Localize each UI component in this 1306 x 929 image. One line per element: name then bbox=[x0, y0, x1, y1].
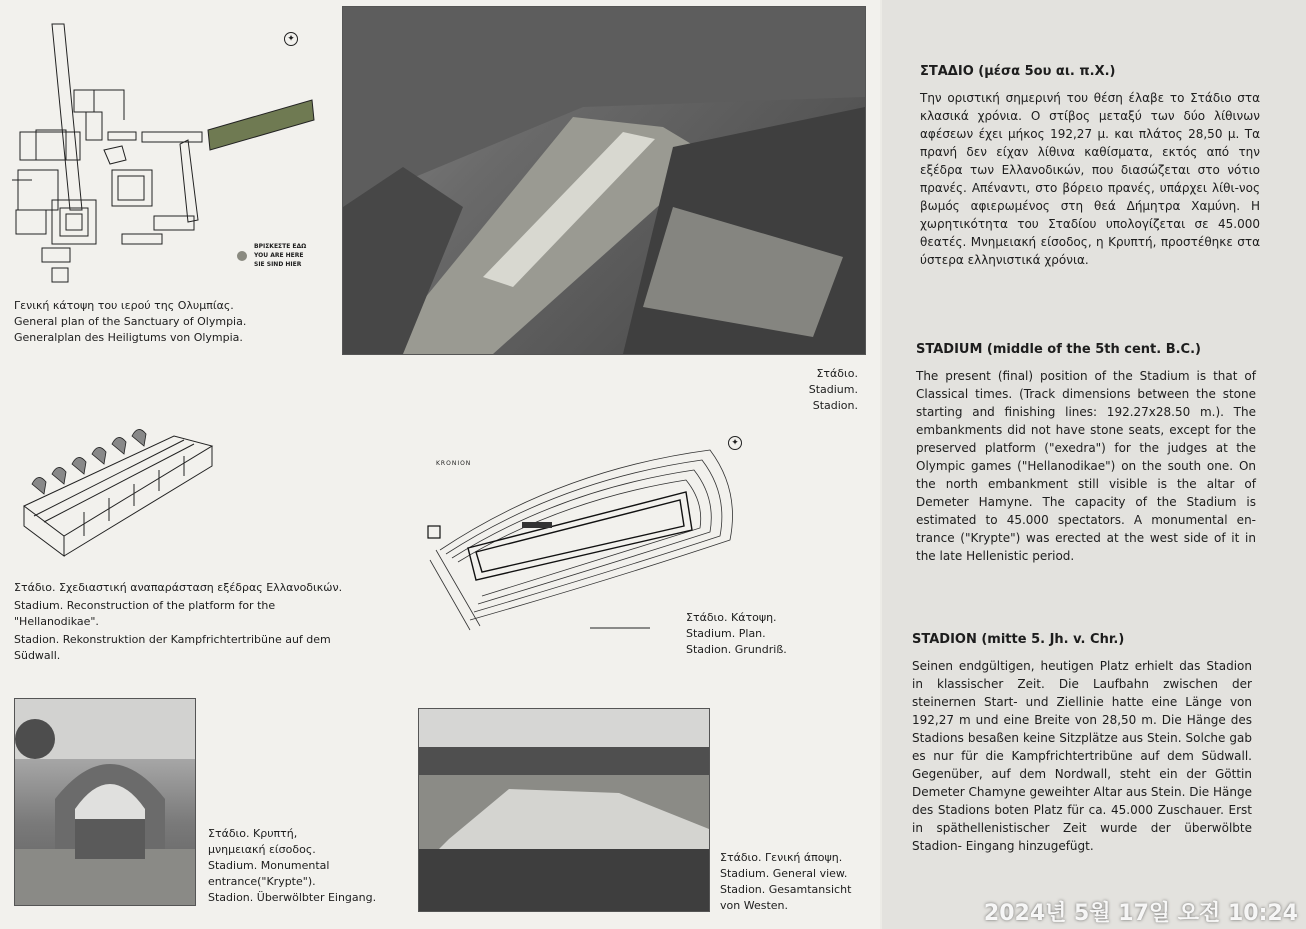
greek-text-block bbox=[920, 64, 1260, 269]
platform-caption bbox=[14, 580, 342, 664]
german-text-body: Seinen endgültigen, heutigen Platz erhielt das Stadion in klassischer Zeit. Die Laufbahn zwischen der steinernen Start- und Ziellinie hatte eine Länge von 192,27 m und eine Breite von 28,50 m. Die Hänge des Stadions besaßen keine Sitzplätze aus Stein. Solche gab es nur für die Kampfrichtertribüne auf dem Südwall. Gegenüber, auf dem Nordwall, steht ein der Göttin Demeter Chamyne geweihter Altar aus Stein. Die Hänge des Stadions boten Platz für ca. 45.000 Zuschauer. Erst in späthellenistischer Zeit wurde der überwölbte Stadion- Eingang hinzugefügt. bbox=[912, 659, 1252, 853]
platform-caption-greek: Στάδιο. Σχεδιαστική αναπαράσταση εξέδρας Ελλανοδικών. bbox=[14, 581, 343, 594]
stadium-plan-caption-german: Stadion. Grundriß. bbox=[686, 643, 787, 656]
you-are-here-greek: ΒΡΙΣΚΕΣΤΕ ΕΔΩ bbox=[254, 243, 307, 250]
krypte-caption-english-1: Stadium. Monumental bbox=[208, 859, 330, 872]
general-view-caption-german-1: Stadion. Gesamtansicht bbox=[720, 883, 852, 896]
krypte-caption-german: Stadion. Überwölbter Eingang. bbox=[208, 891, 377, 904]
platform-caption-german-1: Stadion. Rekonstruktion der Kampfrichtertribüne auf dem bbox=[14, 633, 331, 646]
north-arrow-icon: ✦ bbox=[284, 32, 298, 46]
aerial-caption bbox=[800, 366, 858, 414]
you-are-here-german: SIE SIND HIER bbox=[254, 261, 302, 268]
plan-caption-german: Generalplan des Heiligtums von Olympia. bbox=[14, 331, 243, 344]
general-view-caption bbox=[720, 850, 851, 914]
krypte-entrance-photo bbox=[14, 698, 196, 906]
general-view-caption-greek: Στάδιο. Γενική άποψη. bbox=[720, 851, 843, 864]
plan-caption-english: General plan of the Sanctuary of Olympia. bbox=[14, 315, 247, 328]
german-text-block bbox=[912, 632, 1252, 855]
you-are-here-dot bbox=[237, 251, 247, 261]
english-text-body: The present (final) position of the Stadium is that of Classical times. (Track dimensions between the stone starting and finishing lines: 192.27x28.50 m.). The embankments did not have stone seats, except for the preserved platform ("exedra") for the judges at the Olympic games ("Hellanodikae") on the south one. On the north embankment still visible is the altar of Demeter Hamyne. The capacity of the Stadium is estimated to 45.000 spectators. A monumental en-trance ("Krypte") was erected at the west side of it in the late Hellenistic period. bbox=[916, 369, 1256, 563]
general-view-caption-german-2: von Westen. bbox=[720, 899, 788, 912]
krypte-caption bbox=[208, 826, 376, 906]
general-view-caption-english: Stadium. General view. bbox=[720, 867, 848, 880]
aerial-caption-greek: Στάδιο. bbox=[816, 367, 858, 380]
english-text-block bbox=[916, 342, 1256, 565]
photo-timestamp: 2024년 5월 17일 오전 10:24 bbox=[983, 901, 1298, 926]
aerial-caption-german: Stadion. bbox=[812, 399, 858, 412]
stadium-plan-kronion-label: KRONION bbox=[436, 460, 472, 467]
stadium-plan-caption-greek: Στάδιο. Κάτοψη. bbox=[686, 611, 777, 624]
platform-reconstruction-drawing bbox=[14, 426, 214, 566]
german-text-title: STADION (mitte 5. Jh. v. Chr.) bbox=[912, 632, 1125, 647]
english-text-title: STADIUM (middle of the 5th cent. B.C.) bbox=[916, 342, 1201, 357]
platform-caption-german-2: Südwall. bbox=[14, 649, 61, 662]
krypte-caption-english-2: entrance("Krypte"). bbox=[208, 875, 316, 888]
highlighted-stadium bbox=[208, 100, 314, 150]
aerial-stadium-photo bbox=[342, 6, 866, 355]
stadium-plan-caption-english: Stadium. Plan. bbox=[686, 627, 766, 640]
platform-caption-english-1: Stadium. Reconstruction of the platform for the bbox=[14, 599, 276, 612]
stadium-plan-caption bbox=[686, 610, 787, 658]
plan-caption-greek: Γενική κάτοψη του ιερού της Ολυμπίας. bbox=[14, 299, 234, 312]
stadium-general-view-photo bbox=[418, 708, 710, 912]
plan-caption bbox=[14, 298, 246, 346]
you-are-here-label bbox=[254, 242, 306, 269]
krypte-caption-greek-2: μνημειακή είσοδος. bbox=[208, 843, 316, 856]
aerial-caption-english: Stadium. bbox=[808, 383, 858, 396]
krypte-caption-greek-1: Στάδιο. Κρυπτή, bbox=[208, 827, 298, 840]
platform-caption-english-2: "Hellanodikae". bbox=[14, 615, 99, 628]
you-are-here-english: YOU ARE HERE bbox=[254, 252, 304, 259]
greek-text-body: Την οριστική σημερινή του θέση έλαβε το Στάδιο στα κλασικά χρόνια. Ο στίβος μεταξύ των δύο λίθινων αφέσεων έχει μήκος 192,27 μ. και πλάτος 28,50 μ. Τα πρανή δεν είχαν λίθινα καθίσματα, εκτός από την εξέδρα των Ελλανοδικών, που διασώζεται στο νότιο πρανές. Απέναντι, στο βόρειο πρανές, υπάρχει λίθι-νος βωμός αφιερωμένος στη θεά Δήμητρα Χαμύνη. Η χωρητικότητα του Σταδίου υπολογίζεται σε 45.000 θεατές. Μνημειακή είσοδος, η Κρυπτή, προστέθηκε στα ύστερα ελληνιστικά χρόνια. bbox=[920, 91, 1260, 267]
north-arrow-icon: ✦ bbox=[728, 436, 742, 450]
greek-text-title: ΣΤΑΔΙΟ (μέσα 5ου αι. π.Χ.) bbox=[920, 64, 1116, 79]
